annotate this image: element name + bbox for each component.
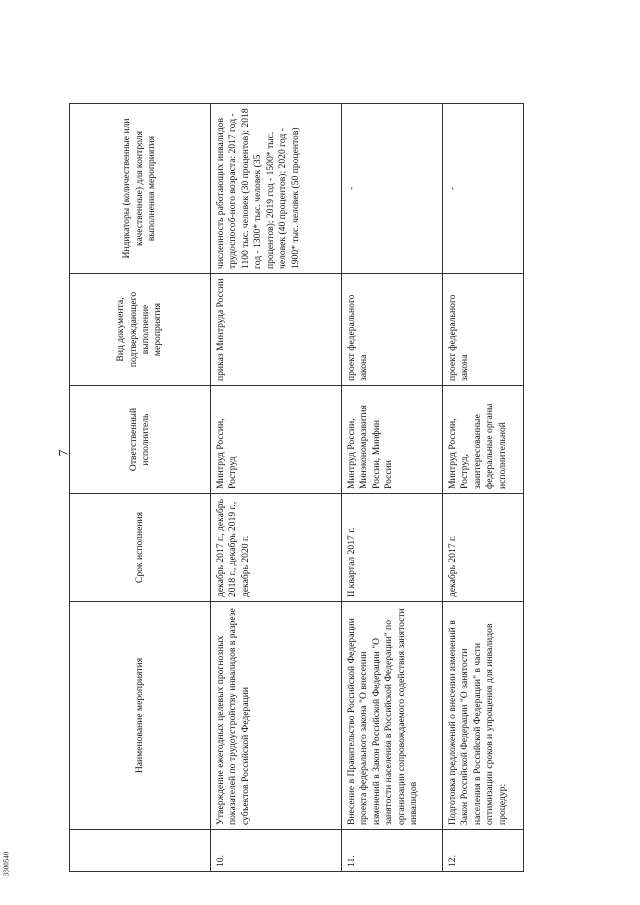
row-executor: Минтруд России, Роструд, заинтересованные федеральные органы исполнительной: [443, 386, 524, 494]
row-doc-type: приказ Минтруда России: [211, 274, 342, 386]
row-executor: Минтруд России, Роструд: [211, 386, 342, 494]
row-indicators: численность работающих инвалидов трудоспособ-ного возраста: 2017 год - 1100 тыс. человек (30 процентов); 2018 год - 1300* тыс. человек (35 процентов); 2019 год - 1500* тыс. человек (40 процентов); 2020 год - 1900* тыс. человек (50 процентов): [211, 104, 342, 274]
table-row: [211, 104, 342, 872]
row-deadline: декабрь 2017 г., декабрь 2018 г., декабрь 2019 г., декабрь 2020 г.: [211, 494, 342, 602]
row-doc-type: проект федерального закона: [342, 274, 443, 386]
row-name: Внесение в Правительство Российской Федерации проекта федерального закона "О внесении изменений в Закон Российской Федерации "О занятости населения в Российской Федерации" по организации сопровождаемого содействия занятости инвалидов: [342, 602, 443, 830]
header-number: [70, 830, 211, 872]
row-number: 12.: [443, 830, 524, 872]
header-doc-type: Вид документа, подтверждающего выполнение мероприятия: [70, 274, 211, 386]
row-executor: Минтруд России, Минэкономразвития России, Минфин России: [342, 386, 443, 494]
header-deadline: Срок исполнения: [70, 494, 211, 602]
document-id: 3300540: [2, 851, 11, 877]
table-row: [342, 104, 443, 872]
header-executor: Ответственный исполнитель: [70, 386, 211, 494]
row-deadline: декабрь 2017 г.: [443, 494, 524, 602]
row-number: 10.: [211, 830, 342, 872]
header-indicators: Индикаторы (количественные или качественные) для контроля выполнения мероприятия: [70, 104, 211, 274]
row-name: Утверждение ежегодных целевых прогнозных показателей по трудоустройству инвалидов в разрезе субъектов Российской Федерации: [211, 602, 342, 830]
header-name: Наименование мероприятия: [70, 602, 211, 830]
row-doc-type: проект федерального закона: [443, 274, 524, 386]
row-deadline: II квартал 2017 г.: [342, 494, 443, 602]
row-indicators: -: [342, 104, 443, 274]
measures-table: [69, 103, 524, 872]
page-number: 7: [55, 449, 71, 457]
row-name: Подготовка предложений о внесении изменений в Закон Российской Федерации "О занятости населения в Российской Федерации" в части оптимизации сроков и упрощения для инвалидов процедур:: [443, 602, 524, 830]
row-indicators: -: [443, 104, 524, 274]
table-header-row: [70, 104, 211, 872]
row-number: 11.: [342, 830, 443, 872]
table-row: [443, 104, 524, 872]
